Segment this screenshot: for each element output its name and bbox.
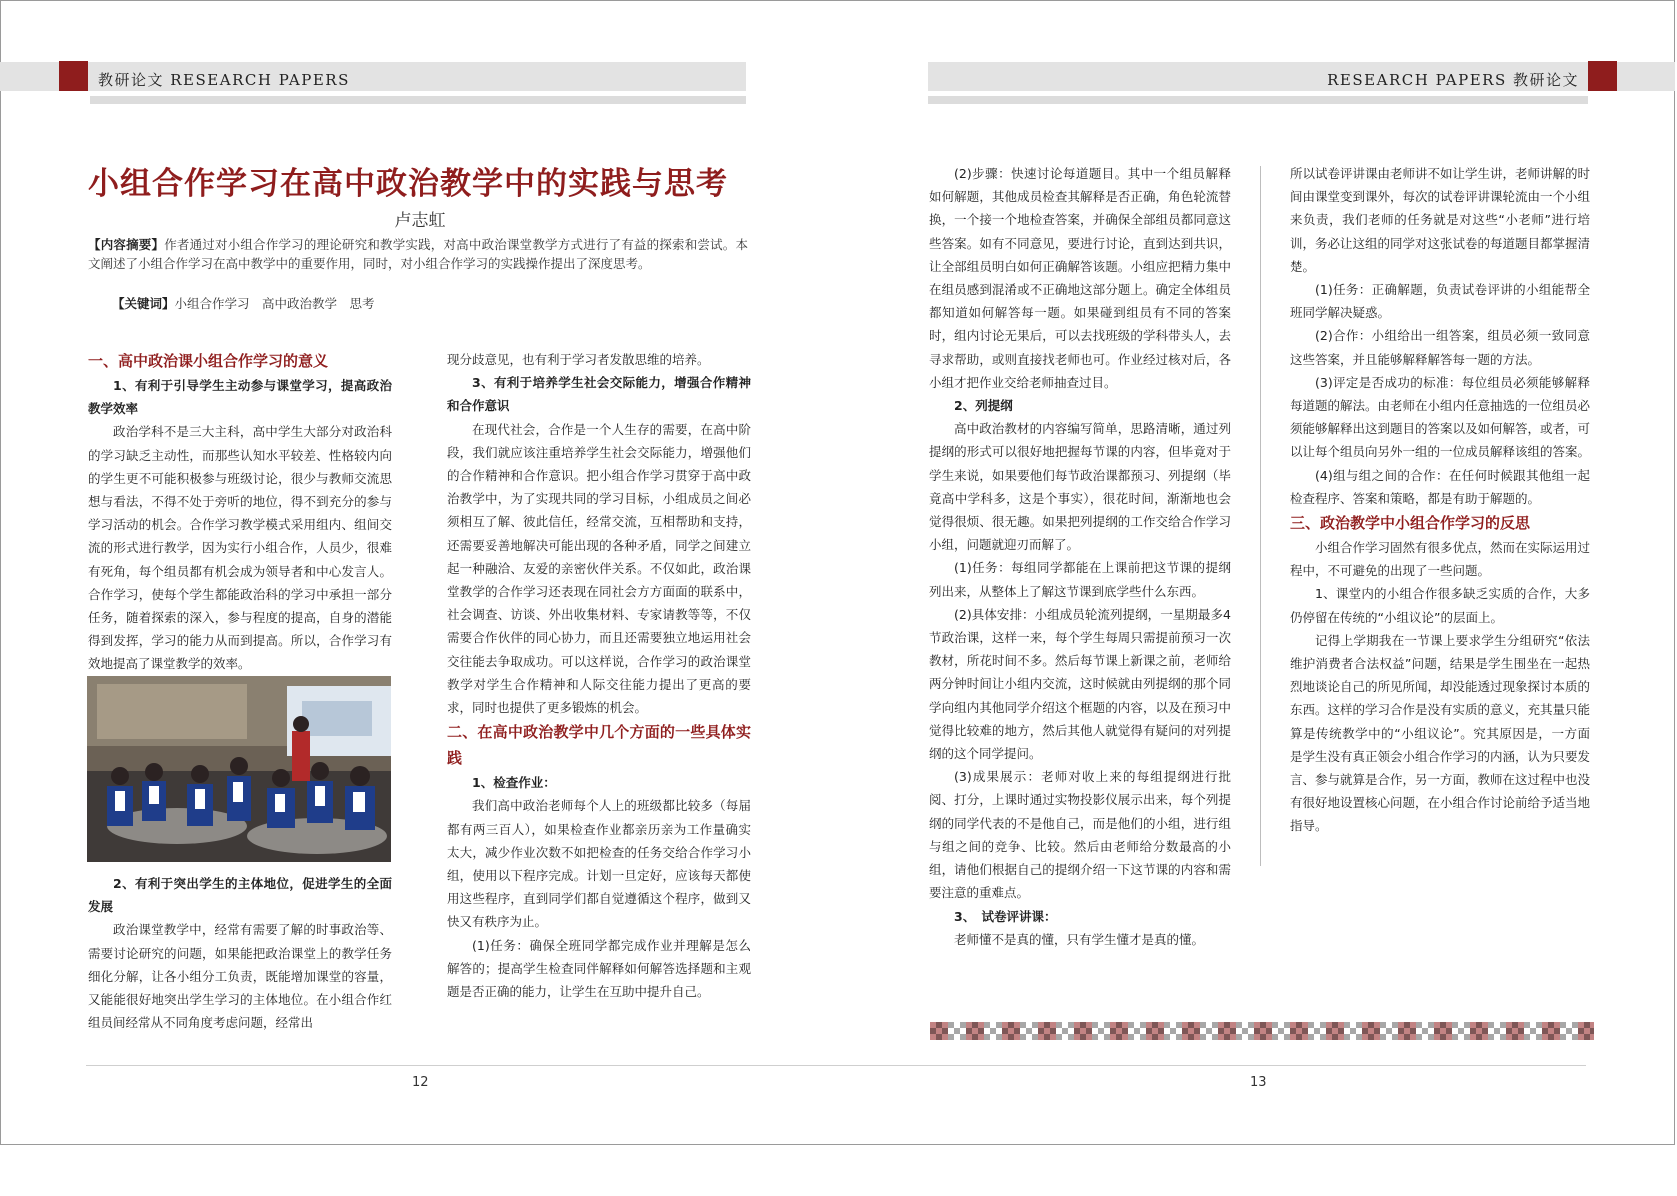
paragraph: 我们高中政治老师每个人上的班级都比较多（每届都有两三百人），如果检查作业都亲历亲为工作量确实太大，减少作业次数不如把检查的任务交给合作学习小组，使用以下程序完成。计划一旦定好，应该每天都使用这些程序，直到同学们都自觉遵循这个程序，做到又快又有秩序为止。 xyxy=(447,798,751,930)
abstract-text: 作者通过对小组合作学习的理论研究和教学实践，对高中政治课堂教学方式进行了有益的探索和尝试。本文阐述了小组合作学习在高中教学中的重要作用，同时，对小组合作学习的实践操作提出了深度思考。 xyxy=(88,237,748,271)
section-heading-2: 二、在高中政治教学中几个方面的一些具体实践 xyxy=(447,723,751,768)
section-heading-3: 三、政治教学中小组合作学习的反思 xyxy=(1290,514,1531,533)
page-number-left: 12 xyxy=(412,1075,429,1090)
column-3 xyxy=(929,162,1231,951)
header-rule-right xyxy=(928,96,1588,104)
paragraph: (2)步骤：快速讨论每道题目。其中一个组员解释如何解题，其他成员检查其解释是否正确，角色轮流替换，一个接一个地检查答案，并确保全部组员都同意这些答案。如有不同意见，要进行讨论，直到达到共识，让全部组员明白如何正确解答该题。小组应把精力集中在组员感到混淆或不正确地这部分题上。确定全体组员都知道如何解答每一题。如果碰到组员有不同的答案时，组内讨论无果后，可以去找班级的学科带头人，去寻求帮助，或则直接找老师也可。作业经过核对后，各小组才把作业交给老师抽查过目。 xyxy=(929,166,1231,390)
header-accent-right xyxy=(1588,61,1617,91)
article-keywords xyxy=(112,294,375,312)
paragraph: 所以试卷评讲课由老师讲不如让学生讲，老师讲解的时间由课堂变到课外，每次的试卷评讲课轮流由一个小组来负责，我们老师的任务就是对这些“小老师”进行培训，务必让这组的同学对这张试卷的每道题目都掌握清楚。 xyxy=(1290,166,1591,274)
paragraph: 1、课堂内的小组合作很多缺乏实质的合作，大多仍停留在传统的“小组议论”的层面上。 xyxy=(1290,586,1590,625)
column-1-lower xyxy=(88,872,392,1034)
column-1 xyxy=(88,348,392,676)
paragraph: (3)评定是否成功的标准：每位组员必须能够解释每道题的解法。由老师在小组内任意抽选的一位组员必须能够解释出这到题目的答案以及如何解答，或者，可以让每个组员向另外一组的一位成员解释该组的答案。 xyxy=(1290,374,1591,460)
paragraph: 政治课堂教学中，经常有需要了解的时事政治等、需要讨论研究的问题，如果能把政治课堂上的教学任务细化分解，让各小组分工负责，既能增加课堂的容量，又能能很好地突出学生学习的主体地位。在小组合作红组员间经常从不同角度考虑问题，经常出 xyxy=(88,922,392,1031)
article-abstract xyxy=(88,236,748,273)
footer-rule xyxy=(86,1065,1586,1066)
column-divider xyxy=(1260,166,1261,866)
article-author: 卢志虹 xyxy=(394,211,446,231)
section-heading-1: 一、高中政治课小组合作学习的意义 xyxy=(88,352,329,370)
subheading-2-2: 2、列提纲 xyxy=(954,398,1013,414)
column-2 xyxy=(447,348,751,1003)
paragraph: (4)组与组之间的合作：在任何时候跟其他组一起检查程序、答案和策略，都是有助于解题的。 xyxy=(1290,467,1590,506)
header-label-right: RESEARCH PAPERS 教研论文 xyxy=(1327,71,1579,89)
paragraph: 记得上学期我在一节课上要求学生分组研究“依法维护消费者合法权益”问题，结果是学生围坐在一起热烈地谈论自己的所见所闻，却没能透过现象探讨本质的东西。这样的学习合作是没有实质的意义，充其量只能算是传统教学中的“小组议论”。究其原因是，一方面是学生没有真正领会小组合作学习的内涵，认为只要发言、参与就算是合作，另一方面，教师在这过程中也没有很好地设置核心问题，在小组合作讨论前给予适当地指导。 xyxy=(1290,632,1591,834)
decorative-checker-overlay xyxy=(930,1022,1594,1040)
article-title: 小组合作学习在高中政治教学中的实践与思考 xyxy=(88,166,728,202)
column-4 xyxy=(1290,162,1590,838)
paragraph: (3)成果展示：老师对收上来的每组提纲进行批阅、打分，上课时通过实物投影仪展示出来，每个列提纲的同学代表的不是他自己，而是他们的小组，进行组与组之间的竞争、比较。然后由老师给分数最高的小组，请他们根据自己的提纲介绍一下这节课的内容和需要注意的重难点。 xyxy=(929,769,1231,901)
paragraph: 高中政治教材的内容编写简单，思路清晰，通过列提纲的形式可以很好地把握每节课的内容，但毕竟对于学生来说，如果要他们每节政治课都预习、列提纲（毕竟高中学科多，这是个事实），很花时间，渐渐地也会觉得很烦、很无趣。如果把列提纲的工作交给合作学习小组，问题就迎刃而解了。 xyxy=(929,421,1231,553)
page-number-right: 13 xyxy=(1250,1075,1267,1090)
subheading-1-1: 1、有利于引导学生主动参与课堂学习，提高政治教学效率 xyxy=(88,378,392,417)
header-label-left: 教研论文 RESEARCH PAPERS xyxy=(98,71,350,89)
header-rule-left xyxy=(90,96,746,104)
abstract-label: 【内容摘要】 xyxy=(88,237,165,252)
classroom-photo xyxy=(87,676,391,862)
header-accent-left xyxy=(59,61,88,91)
paragraph: (2)具体安排：小组成员轮流列提纲，一星期最多4节政治课，这样一来，每个学生每周只需提前预习一次教材，所花时间不多。然后每节课上新课之前，老师给两分钟时间让小组内交流，这时候就由列提纲的那个同学向组内其他同学介绍这个框题的内容，以及在预习中觉得比较难的地方，然后其他人就觉得有疑问的对列提纲的这个同学提问。 xyxy=(929,606,1231,762)
subheading-2-3: 3、 试卷评讲课： xyxy=(954,908,1057,924)
subheading-2-1: 1、检查作业： xyxy=(472,775,556,791)
paragraph: (2)合作：小组给出一组答案，组员必须一致同意这些答案，并且能够解释解答每一题的方法。 xyxy=(1290,328,1590,367)
keywords-label: 【关键词】 xyxy=(112,296,175,311)
paragraph: (1)任务：确保全班同学都完成作业并理解是怎么解答的；提高学生检查同伴解释如何解答选择题和主观题是否正确的能力，让学生在互助中提升自己。 xyxy=(447,937,751,1000)
paragraph: 政治学科不是三大主科，高中学生大部分对政治科的学习缺乏主动性，而那些认知水平较差、性格较内向的学生更不可能积极参与班级讨论，很少与教师交流思想与看法，不得不处于旁听的地位，得不到充分的参与学习活动的机会。合作学习教学模式采用组内、组间交流的形式进行教学，因为实行小组合作，人员少，很难有死角，每个组员都有机会成为领导者和中心发言人。合作学习，使每个学生都能政治科的学习中承担一部分任务，随着探索的深入，参与程度的提高，自身的潜能得到发挥，学习的能力从而到提高。所以，合作学习有效地提高了课堂教学的效率。 xyxy=(88,424,392,672)
paragraph: (1)任务：正确解题，负责试卷评讲的小组能帮全班同学解决疑惑。 xyxy=(1290,282,1590,321)
paragraph: (1)任务：每组同学都能在上课前把这节课的提纲列出来，从整体上了解这节课到底学些什么东西。 xyxy=(929,560,1231,599)
keywords-text: 小组合作学习 高中政治教学 思考 xyxy=(174,296,375,311)
paragraph: 老师懂不是真的懂，只有学生懂才是真的懂。 xyxy=(954,931,1205,947)
subheading-1-2: 2、有利于突出学生的主体地位，促进学生的全面发展 xyxy=(88,876,392,915)
paragraph: 在现代社会，合作是一个人生存的需要，在高中阶段，我们就应该注重培养学生社会交际能力，增强他们的合作精神和合作意识。把小组合作学习贯穿于高中政治教学中，为了实现共同的学习目标，小组成员之间必须相互了解、彼此信任，经常交流，互相帮助和支持，还需要妥善地解决可能出现的各种矛盾，同学之间建立起一种融洽、友爱的亲密伙伴关系。不仅如此，政治课堂教学的合作学习还表现在同社会方方面面的联系中，社会调查、访谈、外出收集材料、专家请教等等，不仅需要合作伙伴的同心协力，而且还需要独立地运用社会交往能去争取成功。可以这样说，合作学习的政治课堂教学对学生合作精神和人际交往能力提出了更高的要求，同时也提供了更多锻炼的机会。 xyxy=(447,421,751,716)
subheading-1-3: 3、有利于培养学生社会交际能力，增强合作精神和合作意识 xyxy=(447,375,751,414)
paragraph: 小组合作学习固然有很多优点，然而在实际运用过程中，不可避免的出现了一些问题。 xyxy=(1290,540,1591,579)
paragraph: 现分歧意见，也有利于学习者发散思维的培养。 xyxy=(447,352,710,367)
